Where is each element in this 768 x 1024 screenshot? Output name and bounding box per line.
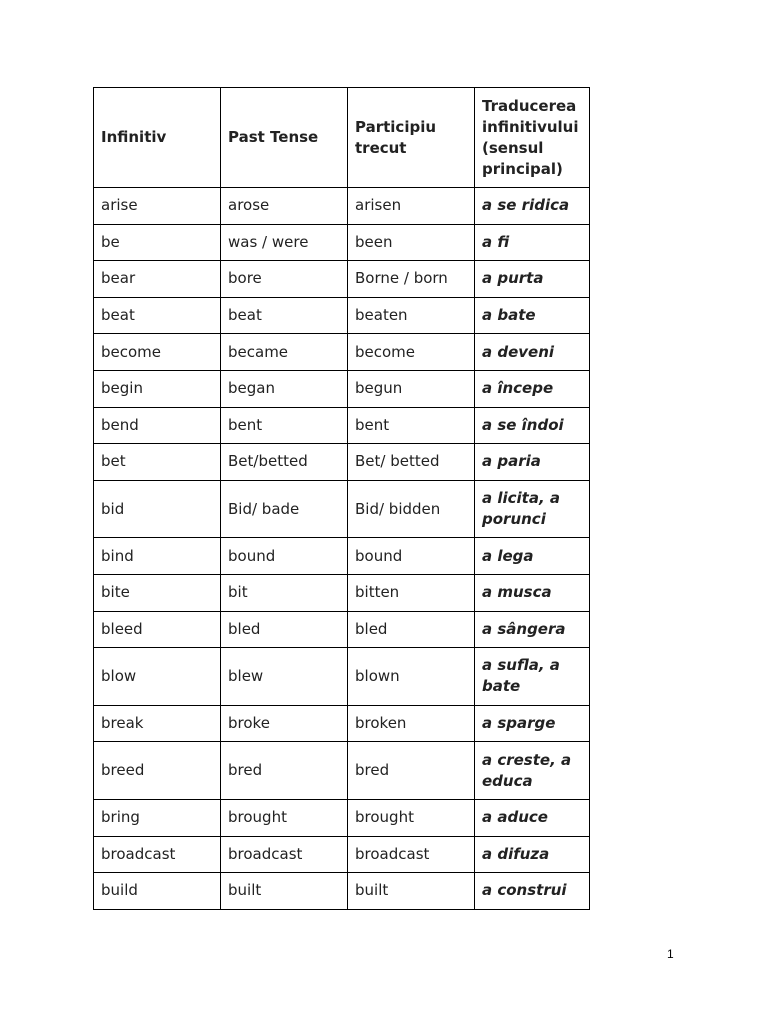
table-row (94, 799, 590, 836)
infinitive-cell: bear (94, 261, 221, 298)
table-row (94, 611, 590, 648)
past-tense-cell: bore (221, 261, 348, 298)
past-participle-cell: arisen (348, 188, 475, 225)
page-number: 1 (667, 947, 674, 961)
table-row (94, 224, 590, 261)
past-participle-cell: begun (348, 370, 475, 407)
infinitive-cell: begin (94, 370, 221, 407)
translation-cell: a lega (475, 538, 590, 575)
table-row (94, 261, 590, 298)
past-tense-cell: bound (221, 538, 348, 575)
past-participle-cell: broken (348, 705, 475, 742)
past-participle-cell: bred (348, 742, 475, 800)
past-tense-cell: Bid/ bade (221, 480, 348, 538)
infinitive-cell: bend (94, 407, 221, 444)
translation-cell: a se ridica (475, 188, 590, 225)
past-participle-cell: beaten (348, 297, 475, 334)
past-tense-cell: bit (221, 574, 348, 611)
translation-cell: a bate (475, 297, 590, 334)
table-row (94, 407, 590, 444)
translation-cell: a aduce (475, 799, 590, 836)
past-tense-cell: beat (221, 297, 348, 334)
translation-cell: a licita, a porunci (475, 480, 590, 538)
header-traducerea: Traducerea infinitivului (sensul principal) (475, 88, 590, 188)
infinitive-cell: beat (94, 297, 221, 334)
table-row (94, 444, 590, 481)
table-row (94, 297, 590, 334)
infinitive-cell: blow (94, 648, 221, 706)
past-tense-cell: blew (221, 648, 348, 706)
past-tense-cell: began (221, 370, 348, 407)
infinitive-cell: break (94, 705, 221, 742)
past-tense-cell: Bet/betted (221, 444, 348, 481)
past-participle-cell: become (348, 334, 475, 371)
translation-cell: a difuza (475, 836, 590, 873)
infinitive-cell: be (94, 224, 221, 261)
infinitive-cell: bid (94, 480, 221, 538)
past-tense-cell: became (221, 334, 348, 371)
past-tense-cell: bred (221, 742, 348, 800)
past-tense-cell: arose (221, 188, 348, 225)
table-header-row (94, 88, 590, 188)
past-participle-cell: built (348, 873, 475, 910)
table-row (94, 334, 590, 371)
translation-cell: a sângera (475, 611, 590, 648)
infinitive-cell: build (94, 873, 221, 910)
past-participle-cell: Bid/ bidden (348, 480, 475, 538)
header-past-tense: Past Tense (221, 88, 348, 188)
infinitive-cell: bind (94, 538, 221, 575)
table-row (94, 188, 590, 225)
infinitive-cell: breed (94, 742, 221, 800)
translation-cell: a construi (475, 873, 590, 910)
infinitive-cell: bleed (94, 611, 221, 648)
translation-cell: a sufla, a bate (475, 648, 590, 706)
table-row (94, 574, 590, 611)
table-row (94, 480, 590, 538)
table-row (94, 873, 590, 910)
past-participle-cell: blown (348, 648, 475, 706)
past-tense-cell: bled (221, 611, 348, 648)
infinitive-cell: bet (94, 444, 221, 481)
translation-cell: a se îndoi (475, 407, 590, 444)
translation-cell: a paria (475, 444, 590, 481)
translation-cell: a sparge (475, 705, 590, 742)
header-infinitiv: Infinitiv (94, 88, 221, 188)
table-row (94, 705, 590, 742)
table-row (94, 648, 590, 706)
infinitive-cell: arise (94, 188, 221, 225)
translation-cell: a purta (475, 261, 590, 298)
past-participle-cell: broadcast (348, 836, 475, 873)
table-row (94, 836, 590, 873)
past-participle-cell: bent (348, 407, 475, 444)
translation-cell: a creste, a educa (475, 742, 590, 800)
past-tense-cell: broke (221, 705, 348, 742)
translation-cell: a musca (475, 574, 590, 611)
past-participle-cell: brought (348, 799, 475, 836)
past-tense-cell: was / were (221, 224, 348, 261)
translation-cell: a fi (475, 224, 590, 261)
table-row (94, 742, 590, 800)
past-participle-cell: bound (348, 538, 475, 575)
past-tense-cell: built (221, 873, 348, 910)
past-tense-cell: brought (221, 799, 348, 836)
past-participle-cell: Bet/ betted (348, 444, 475, 481)
table-row (94, 538, 590, 575)
translation-cell: a începe (475, 370, 590, 407)
irregular-verbs-table (93, 87, 590, 910)
past-tense-cell: broadcast (221, 836, 348, 873)
past-tense-cell: bent (221, 407, 348, 444)
infinitive-cell: bite (94, 574, 221, 611)
header-participiu-trecut: Participiu trecut (348, 88, 475, 188)
past-participle-cell: Borne / born (348, 261, 475, 298)
past-participle-cell: bled (348, 611, 475, 648)
past-participle-cell: been (348, 224, 475, 261)
translation-cell: a deveni (475, 334, 590, 371)
past-participle-cell: bitten (348, 574, 475, 611)
infinitive-cell: become (94, 334, 221, 371)
infinitive-cell: broadcast (94, 836, 221, 873)
infinitive-cell: bring (94, 799, 221, 836)
table-row (94, 370, 590, 407)
